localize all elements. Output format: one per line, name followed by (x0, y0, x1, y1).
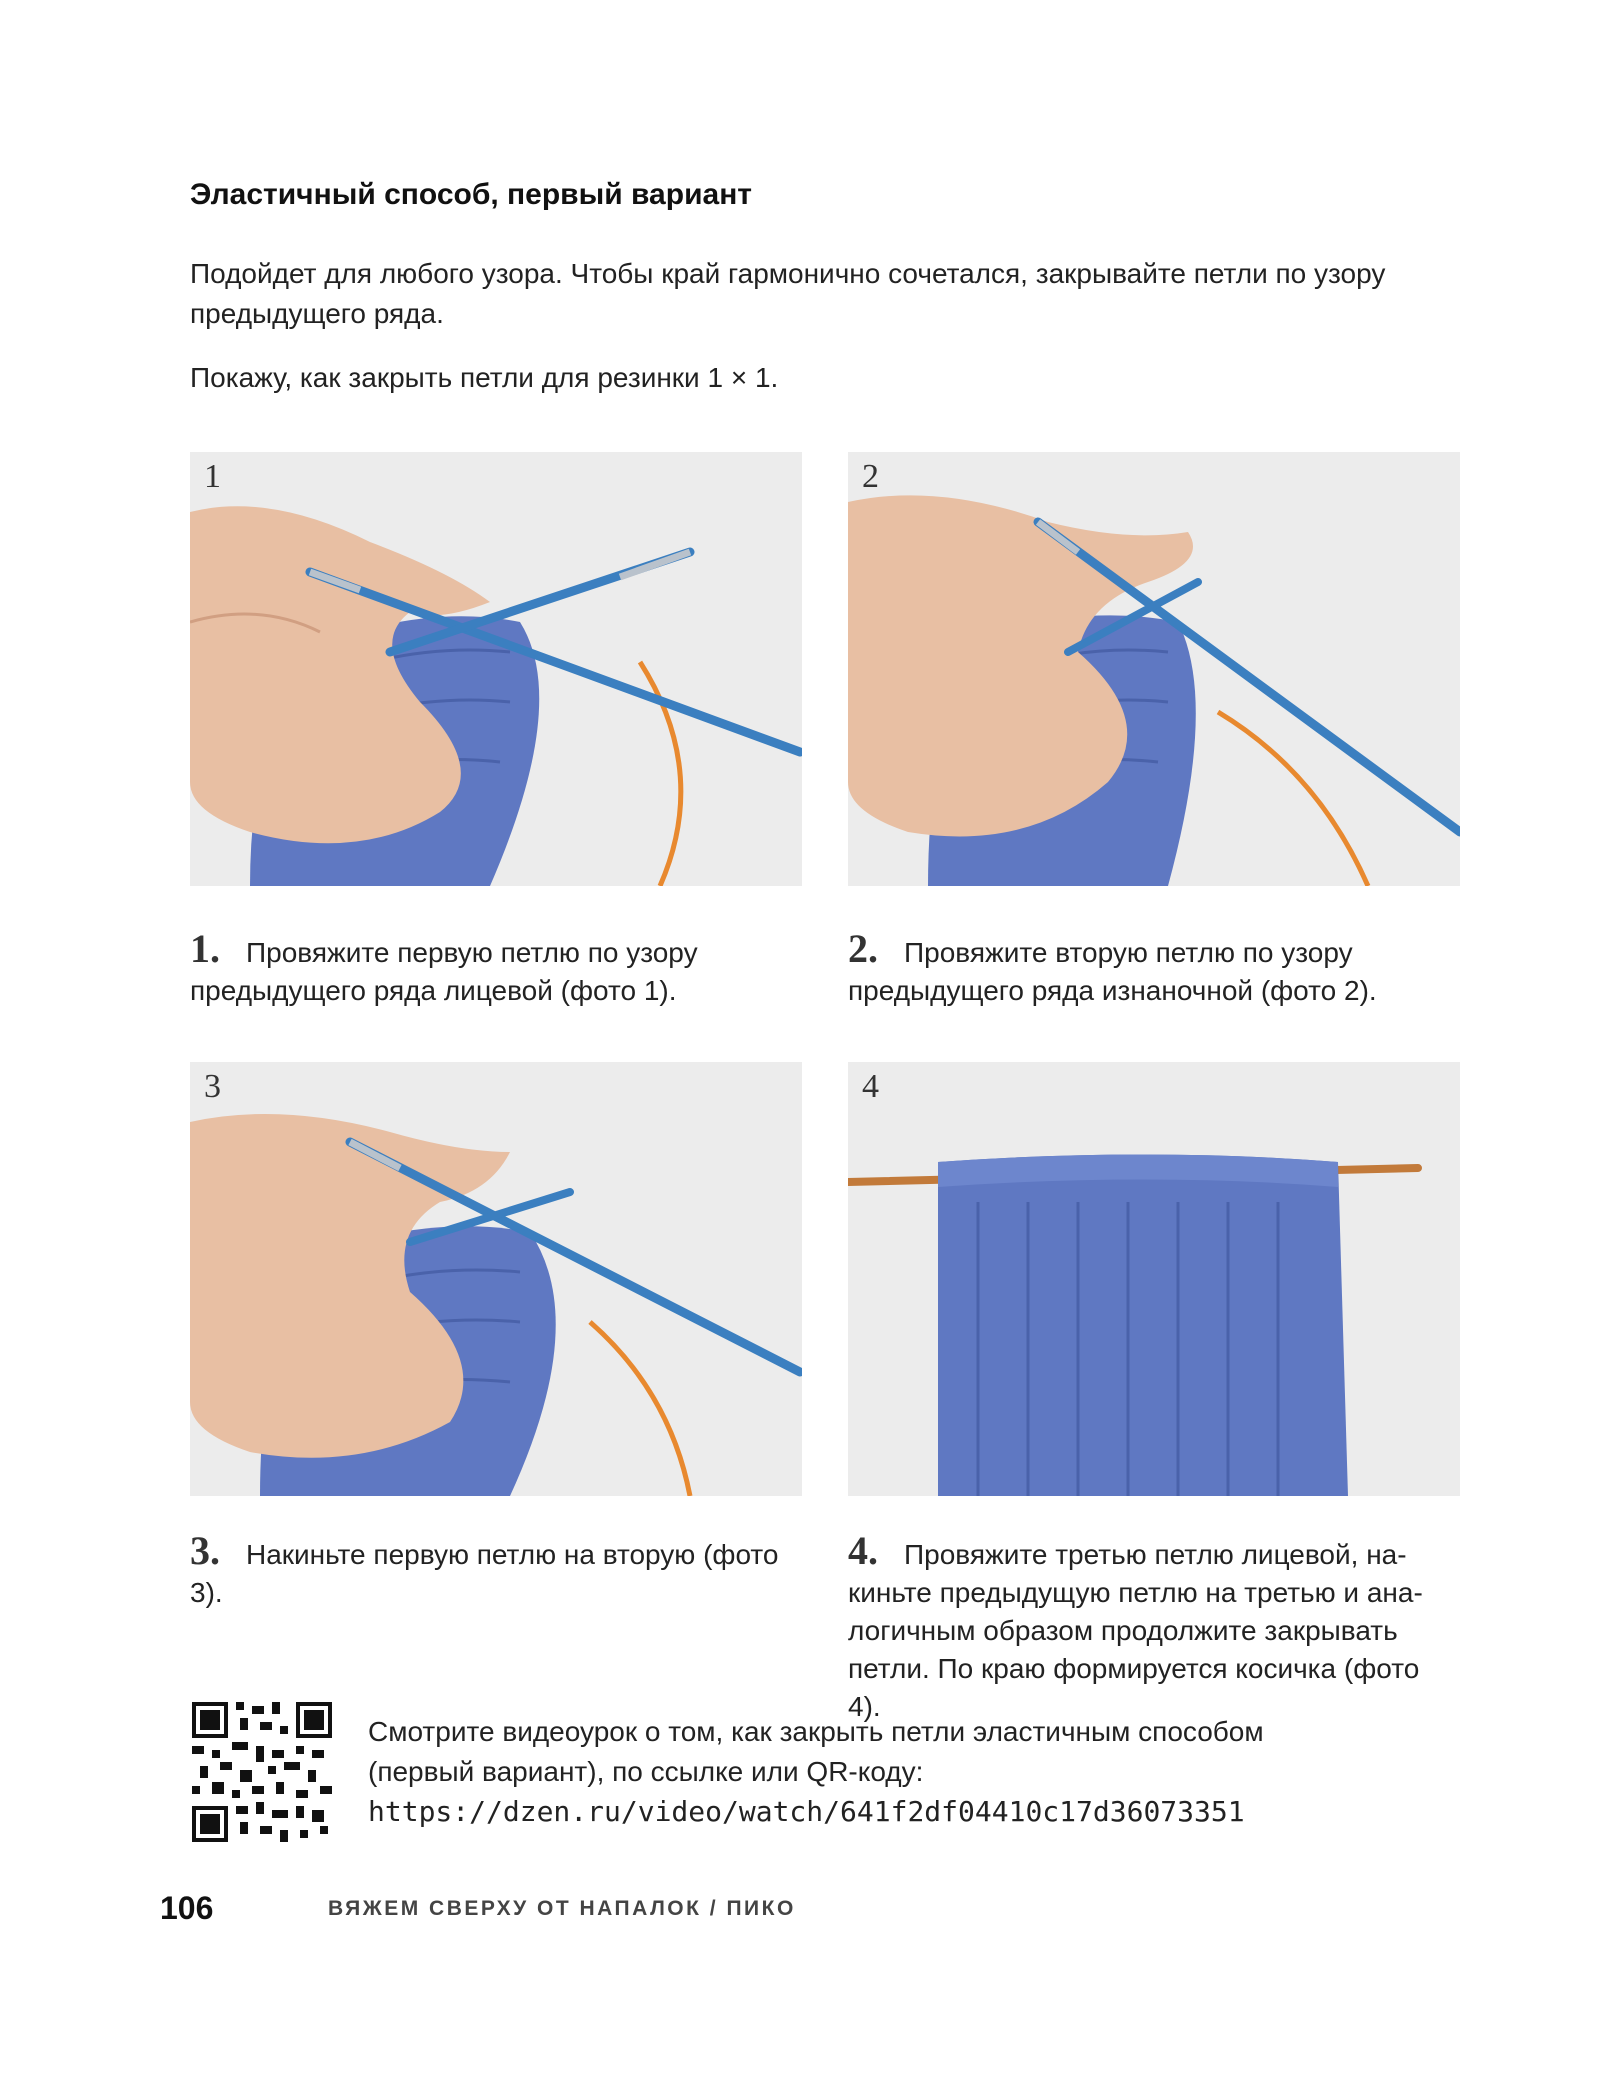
page-number: 106 (160, 1890, 214, 1926)
step-3-caption (190, 1528, 800, 1612)
photo-3 (190, 1062, 802, 1496)
knitting-photo-1 (190, 452, 802, 886)
step-4-caption (848, 1528, 1458, 1726)
step-text: Провяжите третью петлю лицевой, на-киньте предыдущую петлю на третью и ана-логичным образом продолжите закрывать петли. По краю формируется косичка (фото 4). (848, 1539, 1423, 1722)
intro-note: Покажу, как закрыть петли для резинки 1 × 1. (190, 362, 779, 393)
step-text: Накиньте первую петлю на вторую (фото 3). (190, 1539, 779, 1608)
video-note-text: Смотрите видеоурок о том, как закрыть петли эластичным способом (первый вариант), по ссылке или QR-коду: (368, 1716, 1264, 1787)
step-text: Провяжите первую петлю по узору предыдущего ряда лицевой (фото 1). (190, 937, 698, 1006)
step-number: 2. (848, 926, 878, 971)
step-text: Провяжите вторую петлю по узору предыдущего ряда изнаночной (фото 2). (848, 937, 1377, 1006)
photo-number: 2 (862, 458, 879, 495)
photo-number: 3 (204, 1068, 221, 1105)
step-number: 3. (190, 1528, 220, 1573)
step-number: 4. (848, 1528, 878, 1573)
qr-code-icon[interactable] (192, 1702, 332, 1842)
running-footer-title: ВЯЖЕМ СВЕРХУ ОТ НАПАЛОК / ПИКО (328, 1897, 796, 1920)
photo-4 (848, 1062, 1460, 1496)
knitting-photo-3 (190, 1062, 802, 1496)
photo-2 (848, 452, 1460, 886)
step-2-caption (848, 926, 1458, 1010)
step-number: 1. (190, 926, 220, 971)
step-1-caption (190, 926, 800, 1010)
photo-number: 1 (204, 458, 221, 495)
knitting-photo-4 (848, 1062, 1460, 1496)
video-note (368, 1712, 1368, 1832)
photo-number: 4 (862, 1068, 879, 1105)
photo-1 (190, 452, 802, 886)
knitting-photo-2 (848, 452, 1460, 886)
intro-paragraph: Подойдет для любого узора. Чтобы край гармонично сочетался, закрывайте петли по узору предыдущего ряда. (190, 258, 1386, 329)
video-link[interactable]: https://dzen.ru/video/watch/641f2df04410c17d36073351 (368, 1795, 1245, 1828)
section-heading: Эластичный способ, первый вариант (190, 178, 753, 211)
